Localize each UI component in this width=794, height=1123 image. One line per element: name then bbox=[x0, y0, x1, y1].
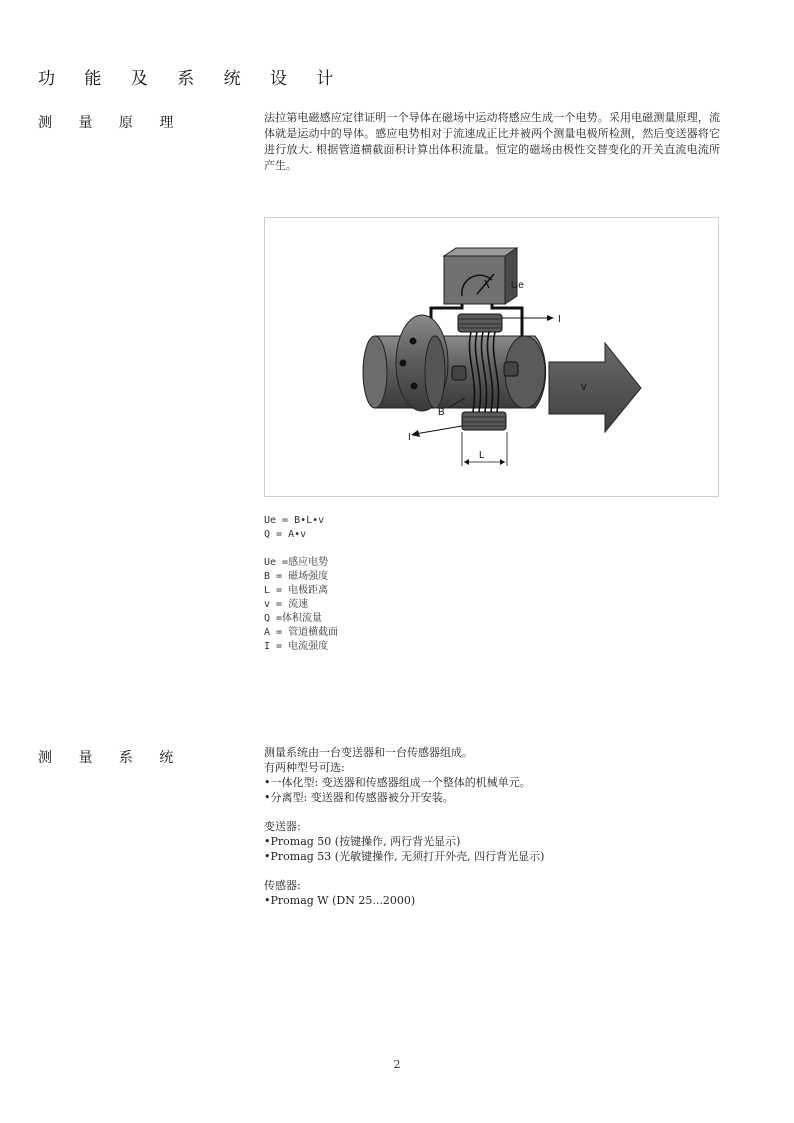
system-description bbox=[264, 745, 544, 908]
transmitter-label: 变送器: bbox=[264, 820, 301, 833]
transmitter-item: •Promag 50 (按键操作, 两行背光显示) bbox=[264, 835, 461, 848]
transmitter-item: •Promag 53 (光敏键操作, 无须打开外壳, 四行背光显示) bbox=[264, 850, 545, 863]
sensor-item: •Promag W (DN 25...2000) bbox=[264, 894, 416, 907]
voltmeter-icon bbox=[444, 248, 517, 304]
legend-item: Ue =感应电势 bbox=[264, 557, 329, 568]
system-type-item: •分离型: 变送器和传感器被分开安装。 bbox=[264, 791, 454, 804]
legend-item: A = 管道横截面 bbox=[264, 627, 339, 638]
principle-heading: 测 量 原 理 bbox=[38, 115, 185, 131]
electrode-right bbox=[504, 362, 518, 376]
legend-item: Q =体积流量 bbox=[264, 613, 323, 624]
flowmeter-diagram bbox=[265, 218, 718, 496]
label-ue: Ue bbox=[511, 280, 524, 291]
coil-top-icon bbox=[458, 314, 502, 332]
system-intro-line: 有两种型号可选: bbox=[264, 761, 345, 774]
pipe-icon bbox=[363, 315, 546, 411]
flow-arrow-icon bbox=[549, 343, 641, 432]
system-heading: 测 量 系 统 bbox=[38, 750, 185, 766]
legend-item: v = 流速 bbox=[264, 599, 309, 610]
formula-voltage: Ue = B•L•v bbox=[264, 515, 325, 526]
label-l: L bbox=[479, 450, 485, 461]
label-v: v bbox=[581, 381, 587, 393]
label-current-bottom: I bbox=[408, 432, 411, 443]
system-intro-line: 测量系统由一台变送器和一台传感器组成。 bbox=[264, 746, 473, 759]
system-type-item: •一体化型: 变送器和传感器组成一个整体的机械单元。 bbox=[264, 776, 531, 789]
electrode-left bbox=[452, 366, 466, 380]
electromagnetic-principle-figure bbox=[264, 217, 719, 497]
legend-item: L = 电极距离 bbox=[264, 585, 329, 596]
coil-bottom-icon bbox=[462, 412, 506, 430]
label-current-top: I bbox=[558, 314, 561, 325]
legend-item: B = 磁场强度 bbox=[264, 571, 329, 582]
legend-item: I = 电流强度 bbox=[264, 641, 329, 652]
formula-legend bbox=[264, 514, 338, 654]
formula-flow: Q = A•v bbox=[264, 529, 307, 540]
sensor-label: 传感器: bbox=[264, 879, 301, 892]
principle-paragraph: 法拉第电磁感应定律证明一个导体在磁场中运动将感应生成一个电势。采用电磁测量原理，流体就是运动中的导体。感应电势相对于流速成正比并被两个测量电极所检测，然后变送器将它进行放大. 根据管道横截面积计算出体积流量。恒定的磁场由极性交替变化的开关直流电流所产生。 bbox=[264, 111, 720, 172]
page-title: 功 能 及 系 统 设 计 bbox=[38, 69, 346, 89]
label-b: B bbox=[438, 407, 445, 418]
page-number: 2 bbox=[393, 1058, 401, 1071]
